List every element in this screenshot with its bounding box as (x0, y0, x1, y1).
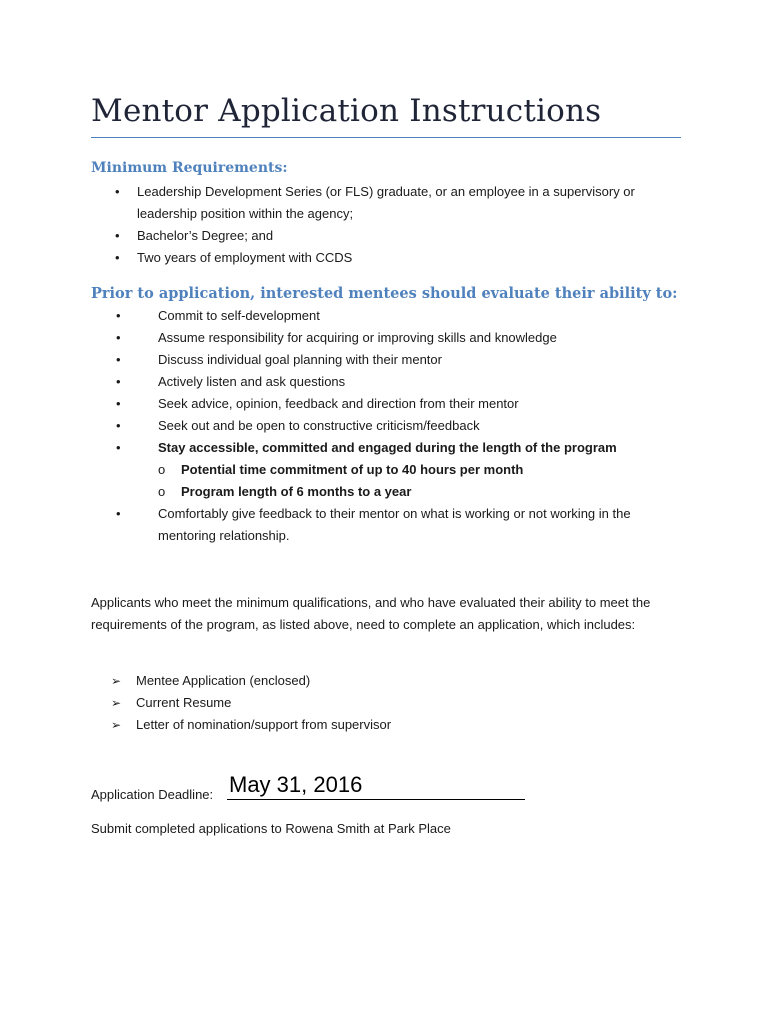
list-item (91, 305, 691, 327)
sub-list-item-text: Program length of 6 months to a year (181, 484, 412, 499)
circle-bullet-icon: o (158, 462, 166, 477)
list-item (91, 225, 691, 247)
list-item (91, 371, 691, 393)
list-item (91, 714, 391, 736)
list-item (91, 349, 691, 371)
prior-heading: Prior to application, interested mentees should evaluate their ability to: (91, 285, 678, 302)
list-item (91, 415, 691, 437)
bullet-icon: • (116, 352, 121, 367)
bullet-icon: • (115, 184, 120, 199)
list-item-text: Current Resume (136, 695, 232, 710)
arrow-bullet-icon: ➢ (111, 674, 122, 688)
arrow-bullet-icon: ➢ (111, 718, 122, 732)
list-item-text: Mentee Application (enclosed) (136, 673, 311, 688)
page-title: Mentor Application Instructions (91, 93, 602, 129)
list-item-text: Two years of employment with CCDS (137, 250, 353, 265)
list-item-text: Seek out and be open to constructive criticism/feedback (158, 418, 480, 433)
list-item (91, 670, 391, 692)
deadline-field[interactable] (227, 770, 525, 800)
deadline-label: Application Deadline: (91, 787, 214, 802)
bullet-icon: • (116, 440, 121, 455)
sub-list-item (91, 459, 691, 481)
list-item-text: Seek advice, opinion, feedback and direction from their mentor (158, 396, 519, 411)
qualifications-paragraph: Applicants who meet the minimum qualifications, and who have evaluated their ability to meet the requirements of the program, as listed above, need to complete an application, which includes: (91, 595, 651, 632)
requirements-heading: Minimum Requirements: (91, 160, 288, 176)
list-item (91, 327, 691, 349)
list-item-text: Letter of nomination/support from supervisor (136, 717, 392, 732)
bullet-icon: • (116, 418, 121, 433)
prior-list (91, 305, 691, 547)
bullet-icon: • (116, 506, 121, 521)
arrow-bullet-icon: ➢ (111, 696, 122, 710)
sub-list-item-text: Potential time commitment of up to 40 hours per month (181, 462, 524, 477)
sub-list (91, 459, 691, 503)
list-item (91, 393, 691, 415)
bullet-icon: • (116, 396, 121, 411)
list-item-text: Assume responsibility for acquiring or improving skills and knowledge (158, 330, 557, 345)
list-item (91, 181, 691, 225)
list-item-text: Bachelor’s Degree; and (137, 228, 274, 243)
bullet-icon: • (115, 228, 120, 243)
requirements-list (91, 181, 691, 269)
bullet-icon: • (116, 330, 121, 345)
submit-instructions: Submit completed applications to Rowena Smith at Park Place (91, 821, 451, 836)
list-item-text: Actively listen and ask questions (158, 374, 346, 389)
title-underline (91, 137, 681, 138)
list-item (91, 692, 391, 714)
list-item-text: Stay accessible, committed and engaged during the length of the program (158, 440, 617, 455)
includes-list (91, 670, 391, 736)
list-item (91, 247, 691, 269)
bullet-icon: • (115, 250, 120, 265)
circle-bullet-icon: o (158, 484, 166, 499)
list-item (91, 503, 691, 547)
bullet-icon: • (116, 374, 121, 389)
bullet-icon: • (116, 308, 121, 323)
list-item-text: Commit to self-development (158, 308, 320, 323)
list-item (91, 437, 691, 503)
list-item-text: Leadership Development Series (or FLS) graduate, or an employee in a supervisory or leadership position within the agency; (137, 184, 635, 221)
list-item-text: Comfortably give feedback to their mentor on what is working or not working in the mentoring relationship. (158, 506, 631, 543)
sub-list-item (91, 481, 691, 503)
list-item-text: Discuss individual goal planning with their mentor (158, 352, 442, 367)
